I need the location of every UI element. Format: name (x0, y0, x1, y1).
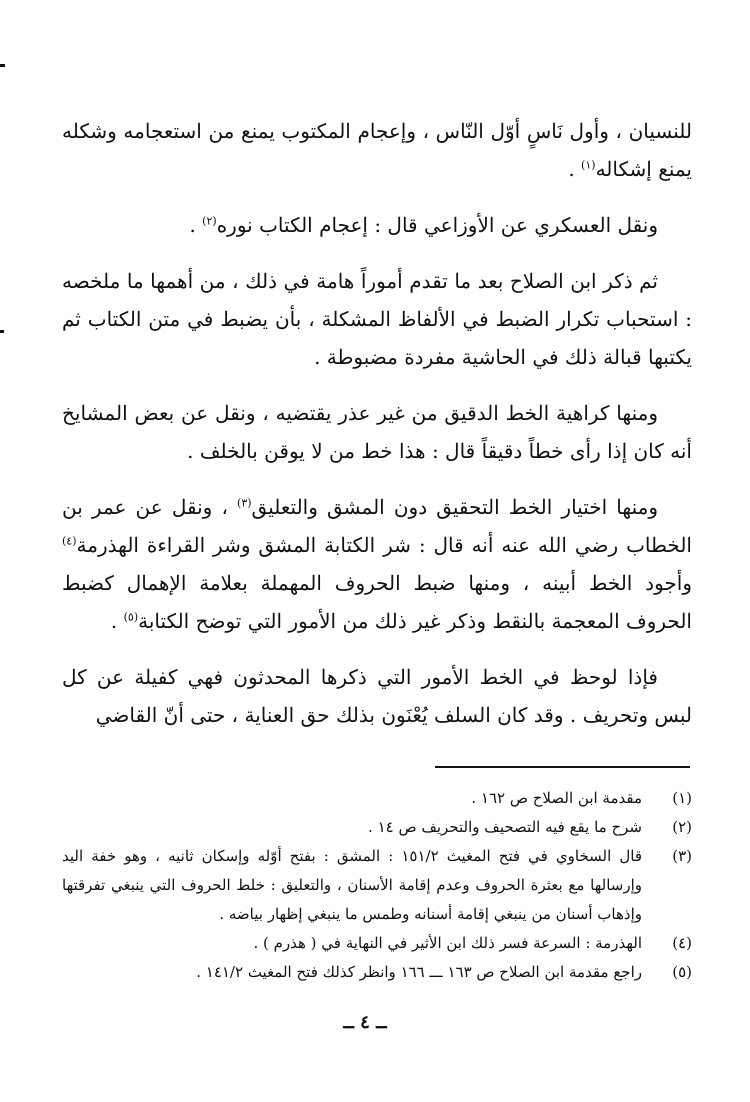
edge-mark (0, 64, 5, 67)
footnote (62, 784, 692, 813)
footnote-ref: (٥) (123, 610, 139, 624)
main-text (62, 112, 692, 752)
paragraph: ثم ذكر ابن الصلاح بعد ما تقدم أموراً هامة في ذلك ، من أهمها ما ملخصه : استحباب تكرار الضبط في الألفاظ المشكلة ، بأن يضبط في متن الكتاب ثم يكتبها قبالة ذلك في الحاشية مفردة مضبوطة . (62, 269, 692, 369)
page-number: ــ ٤ ــ (343, 1012, 387, 1033)
footnote-number: (٢) (672, 818, 692, 836)
footnote-text: شرح ما يقع فيه التصحيف والتحريف ص ١٤ . (368, 818, 642, 836)
footnote-separator (435, 766, 690, 768)
paragraph: ومنها اختيار الخط التحقيق دون المشق والتعليق$^{(٣)}$ ، ونقل عن عمر بن الخطاب رضي الله عنه أنه قال : شر الكتابة المشق وشر القراءة الهذرمة$^{(٤)}$ وأجود الخط أبينه ، ومنها ضبط الحروف المهملة بعلامة الإهمال كضبط الحروف المعجمة بالنقط وذكر غير ذلك من الأمور التي توضح الكتابة$^{(٥)}$ . (62, 495, 692, 633)
footnotes (62, 784, 692, 987)
paragraph: ومنها كراهية الخط الدقيق من غير عذر يقتضيه ، ونقل عن بعض المشايخ أنه كان إذا رأى خطاً دقيقاً قال : هذا خط من لا يوقن بالخلف . (62, 401, 692, 463)
footnote-number: (٥) (672, 963, 692, 981)
footnote-text: مقدمة ابن الصلاح ص ١٦٢ . (471, 789, 642, 807)
footnote-number: (٤) (672, 934, 692, 952)
footnote (62, 842, 692, 929)
paragraph: ونقل العسكري عن الأوزاعي قال : إعجام الكتاب نوره$^{(٢)}$ . (189, 213, 658, 237)
footnote-number: (١) (672, 789, 692, 807)
footnote (62, 929, 692, 958)
footnote-ref: (٤) (62, 534, 77, 548)
footnote-text: الهذرمة : السرعة فسر ذلك ابن الأثير في النهاية في ( هذرم ) . (253, 934, 642, 952)
edge-mark (0, 330, 4, 333)
footnote-ref: (٣) (237, 496, 252, 510)
footnote-text: راجع مقدمة ابن الصلاح ص ١٦٣ ـــ ١٦٦ وانظر كذلك فتح المغيث ١٤١/٢ . (196, 963, 642, 981)
footnote-ref: (٢) (202, 214, 217, 228)
footnote-number: (٣) (672, 847, 692, 865)
footnote-ref: (١) (581, 158, 596, 172)
paragraph: فإذا لوحظ في الخط الأمور التي ذكرها المحدثون فهي كفيلة عن كل لبس وتحريف . وقد كان السلف يُعْنَون بذلك حق العناية ، حتى أنّ القاضي (62, 665, 692, 727)
paragraph: للنسيان ، وأول نَاسٍ أوّل النّاس ، وإعجام المكتوب يمنع من استعجامه وشكله يمنع إشكاله$^{(١)}$ . (62, 119, 692, 181)
footnote (62, 813, 692, 842)
footnote (62, 958, 692, 987)
footnote-text: قال السخاوي في فتح المغيث ١٥١/٢ : المشق : بفتح أوّله وإسكان ثانيه ، وهو خفة اليد وإرسالها مع بعثرة الحروف وعدم إقامة الأسنان ، والتعليق : خلط الحروف التي ينبغي تفرقتها وإذهاب أسنان من ينبغي إقامة أسنانه وطمس ما ينبغي إظهار بياضه . (62, 847, 642, 923)
